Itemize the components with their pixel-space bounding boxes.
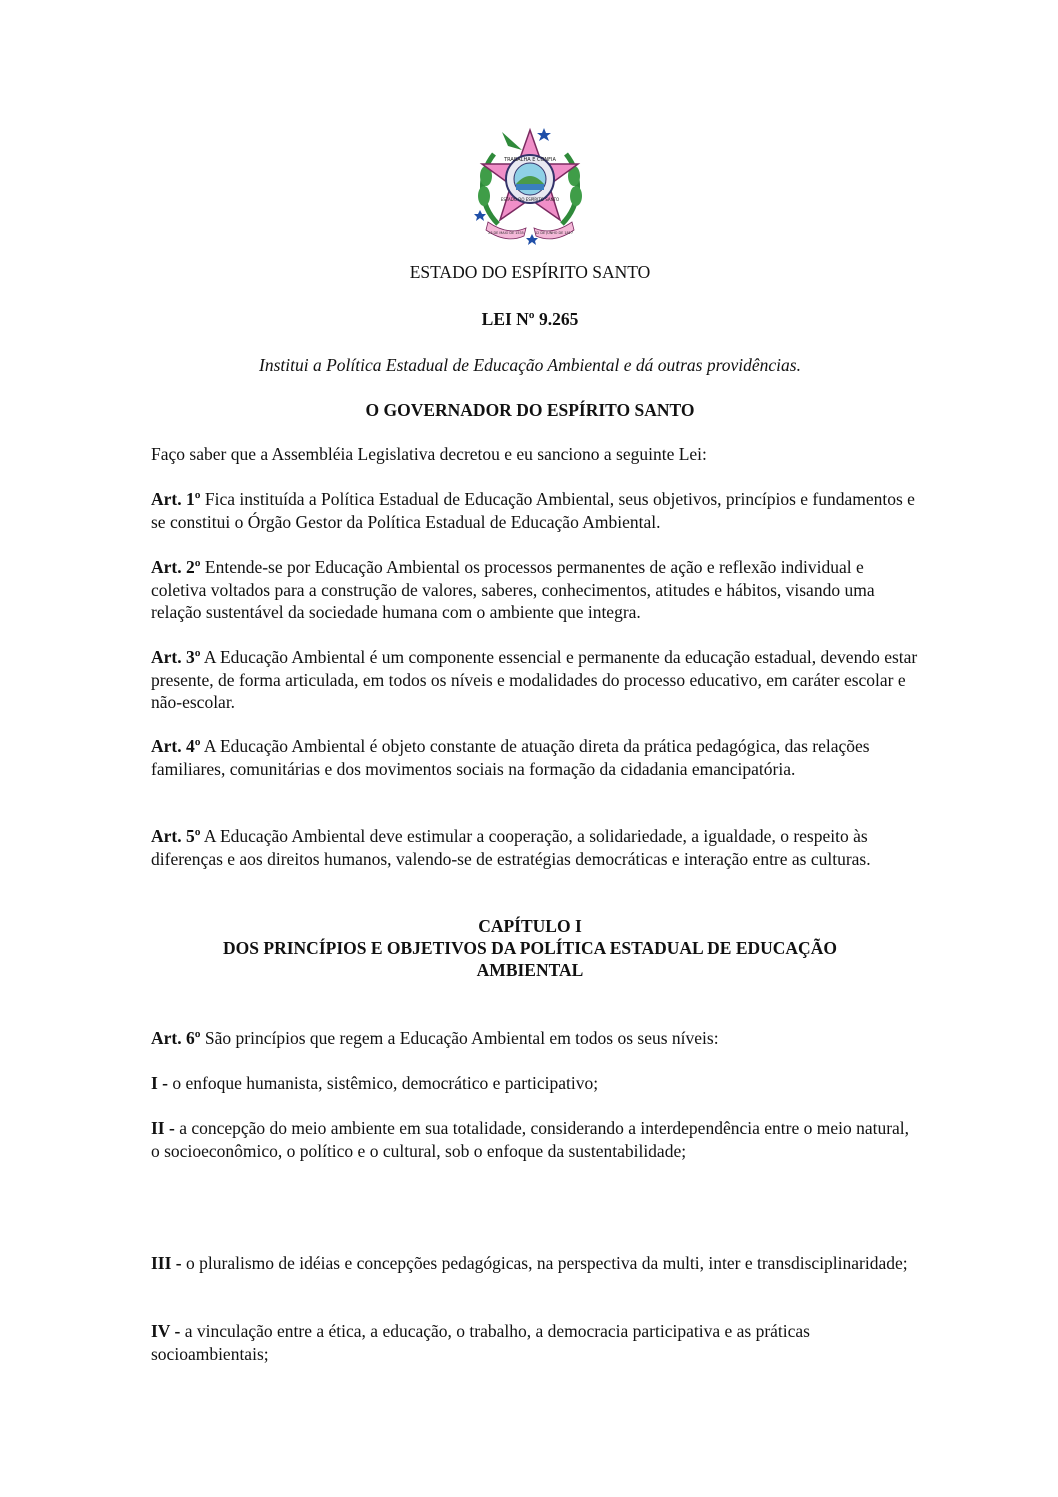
article-text: A Educação Ambiental é objeto constante de atuação direta da prática pedagógica, das relações familiares, comunitárias e dos movimentos sociais na formação da cidadania emancipatória. [151, 736, 870, 779]
item-text: o pluralismo de idéias e concepções pedagógicas, na perspectiva da multi, inter e transdisciplinaridade; [181, 1253, 908, 1273]
article-label: Art. 6º [151, 1028, 201, 1048]
article-3 [151, 646, 921, 714]
item-text: o enfoque humanista, sistêmico, democrático e participativo; [168, 1073, 599, 1093]
article-label: Art. 1º [151, 489, 201, 509]
law-ementa: Institui a Política Estadual de Educação Ambiental e dá outras providências. [259, 355, 801, 375]
item-iii [151, 1252, 921, 1275]
chapter-number: CAPÍTULO I [478, 916, 582, 936]
item-label: III - [151, 1253, 182, 1273]
article-text: A Educação Ambiental é um componente essencial e permanente da educação estadual, devendo estar presente, de forma articulada, em todos os níveis e modalidades do processo educativo, em caráter escolar e não-escolar. [151, 647, 918, 712]
item-text: a vinculação entre a ética, a educação, o trabalho, a democracia participativa e as práticas socioambientais; [151, 1321, 810, 1364]
article-label: Art. 3º [151, 647, 201, 667]
item-label: IV - [151, 1321, 181, 1341]
article-text: São princípios que regem a Educação Ambiental em todos os seus níveis: [200, 1028, 719, 1048]
article-label: Art. 5º [151, 826, 201, 846]
seal-ribbon-left: 23 DE MAIO DE 1535 [488, 231, 524, 235]
preamble: Faço saber que a Assembléia Legislativa decretou e eu sanciono a seguinte Lei: [151, 444, 707, 464]
law-title: LEI Nº 9.265 [481, 309, 579, 329]
article-2 [151, 556, 921, 624]
state-name: ESTADO DO ESPÍRITO SANTO [409, 262, 651, 282]
chapter-title-line1: DOS PRINCÍPIOS E OBJETIVOS DA POLÍTICA ESTADUAL DE EDUCAÇÃO [223, 938, 837, 958]
article-1 [151, 488, 921, 533]
coat-of-arms-seal [472, 124, 588, 248]
item-i [151, 1072, 921, 1095]
governor-heading: O GOVERNADOR DO ESPÍRITO SANTO [365, 400, 695, 420]
article-4 [151, 735, 921, 780]
article-label: Art. 4º [151, 736, 201, 756]
article-6 [151, 1027, 921, 1050]
item-ii [151, 1117, 921, 1162]
chapter-title-line2: AMBIENTAL [476, 960, 584, 980]
seal-motto-top: TRABALHA E CONFIA [504, 157, 556, 163]
article-label: Art. 2º [151, 557, 201, 577]
item-text: a concepção do meio ambiente em sua totalidade, considerando a interdependência entre o meio natural, o socioeconômico, o político e o cultural, sob o enfoque da sustentabilidade; [151, 1118, 910, 1161]
item-label: II - [151, 1118, 175, 1138]
article-5 [151, 825, 921, 870]
seal-ribbon-right: 12 DE JUNHO DE 1817 [535, 231, 573, 235]
article-text: Entende-se por Educação Ambiental os processos permanentes de ação e reflexão individual e coletiva voltados para a construção de valores, saberes, conhecimentos, atitudes e hábitos, visando uma relação sustentável da sociedade humana com o ambiente que integra. [151, 557, 875, 622]
item-iv [151, 1320, 921, 1365]
seal-motto-bottom: ESTADO DO ESPÍRITO SANTO [500, 197, 560, 202]
article-text: Fica instituída a Política Estadual de Educação Ambiental, seus objetivos, princípios e fundamentos e se constitui o Órgão Gestor da Política Estadual de Educação Ambiental. [151, 489, 915, 532]
item-label: I - [151, 1073, 169, 1093]
article-text: A Educação Ambiental deve estimular a cooperação, a solidariedade, a igualdade, o respeito às diferenças e aos direitos humanos, valendo-se de estratégias democráticas e interação entre as culturas. [151, 826, 871, 869]
